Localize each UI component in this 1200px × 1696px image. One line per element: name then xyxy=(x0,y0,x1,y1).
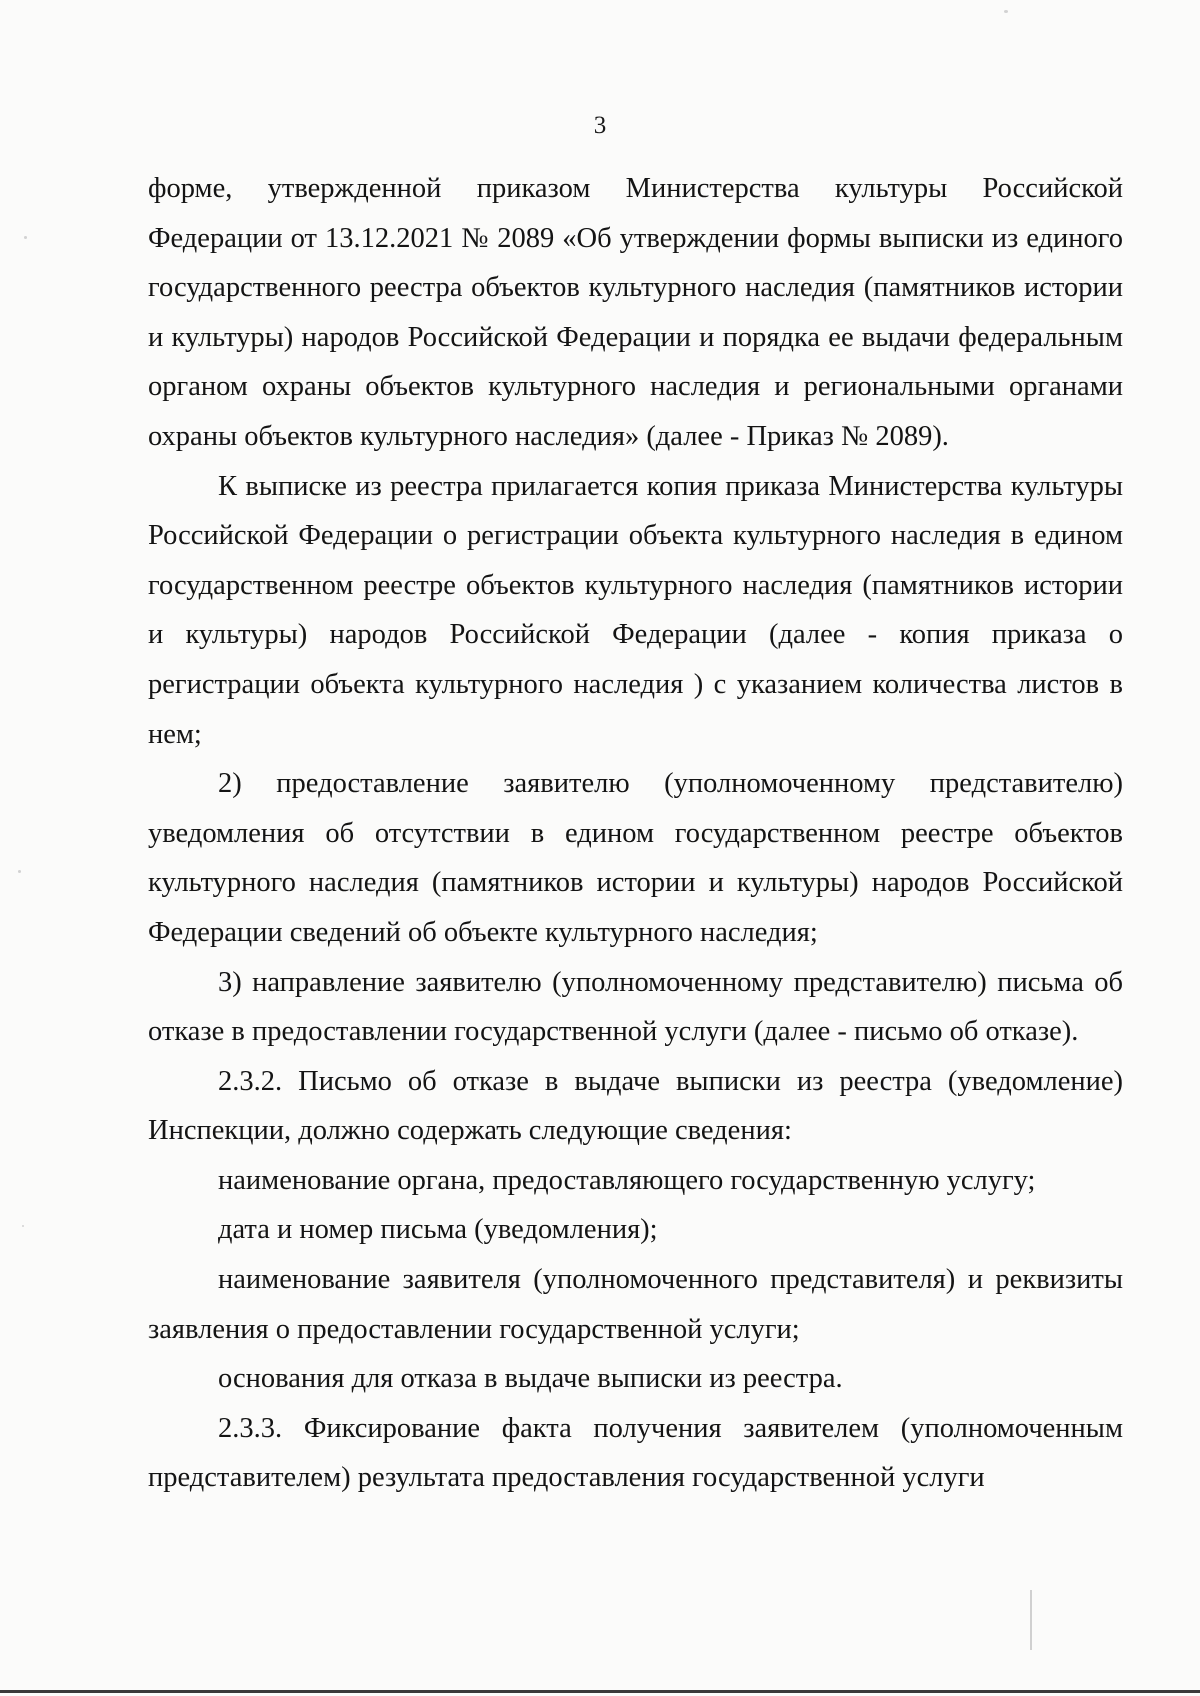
scan-speck xyxy=(1004,10,1008,13)
paragraph: наименование органа, предоставляющего государственную услугу; xyxy=(218,1164,1036,1196)
scan-artifact xyxy=(1030,1590,1032,1650)
paragraph: К выписке из реестра прилагается копия приказа Министерства культуры Российской Федерации о регистрации объекта культурного наследия в едином государственном реестре объектов культурного наследия (памятников истории и культуры) народов Российской Федерации (далее - копия приказа о регистрации объекта культурного наследия ) с указанием количества листов в нем; xyxy=(148,470,1123,750)
scan-speck xyxy=(24,236,27,239)
paragraph: основания для отказа в выдаче выписки из реестра. xyxy=(218,1363,843,1395)
paragraph: дата и номер письма (уведомления); xyxy=(218,1214,658,1246)
scan-edge-line xyxy=(0,1690,1200,1693)
paragraph: наименование заявителя (уполномоченного представителя) и реквизиты заявления о предоставлении государственной услуги; xyxy=(148,1264,1123,1345)
page-number: 3 xyxy=(593,112,607,139)
paragraph: 2) предоставление заявителю (уполномоченному представителю) уведомления об отсутствии в едином государственном реестре объектов культурного наследия (памятников истории и культуры) народов Российской Федерации сведений об объекте культурного наследия; xyxy=(148,768,1123,948)
paragraph: 2.3.2. Письмо об отказе в выдаче выписки из реестра (уведомление) Инспекции, должно содержать следующие сведения: xyxy=(148,1065,1123,1147)
paragraph: форме, утвержденной приказом Министерства культуры Российской Федерации от 13.12.2021 № 2089 «Об утверждении формы выписки из единого государственного реестра объектов культурного наследия (памятников истории и культуры) народов Российской Федерации и порядка ее выдачи федеральным органом охраны объектов культурного наследия и региональными органами охраны объектов культурного наследия» (далее - Приказ № 2089). xyxy=(148,173,1123,452)
paragraph: 3) направление заявителю (уполномоченному представителю) письма об отказе в предоставлении государственной услуги (далее - письмо об отказе). xyxy=(148,966,1123,1048)
scan-speck xyxy=(22,1225,24,1227)
scan-speck xyxy=(18,870,21,873)
paragraph: 2.3.3. Фиксирование факта получения заявителем (уполномоченным представителем) результата предоставления государственной услуги xyxy=(148,1412,1123,1494)
document-body xyxy=(148,164,1123,1503)
